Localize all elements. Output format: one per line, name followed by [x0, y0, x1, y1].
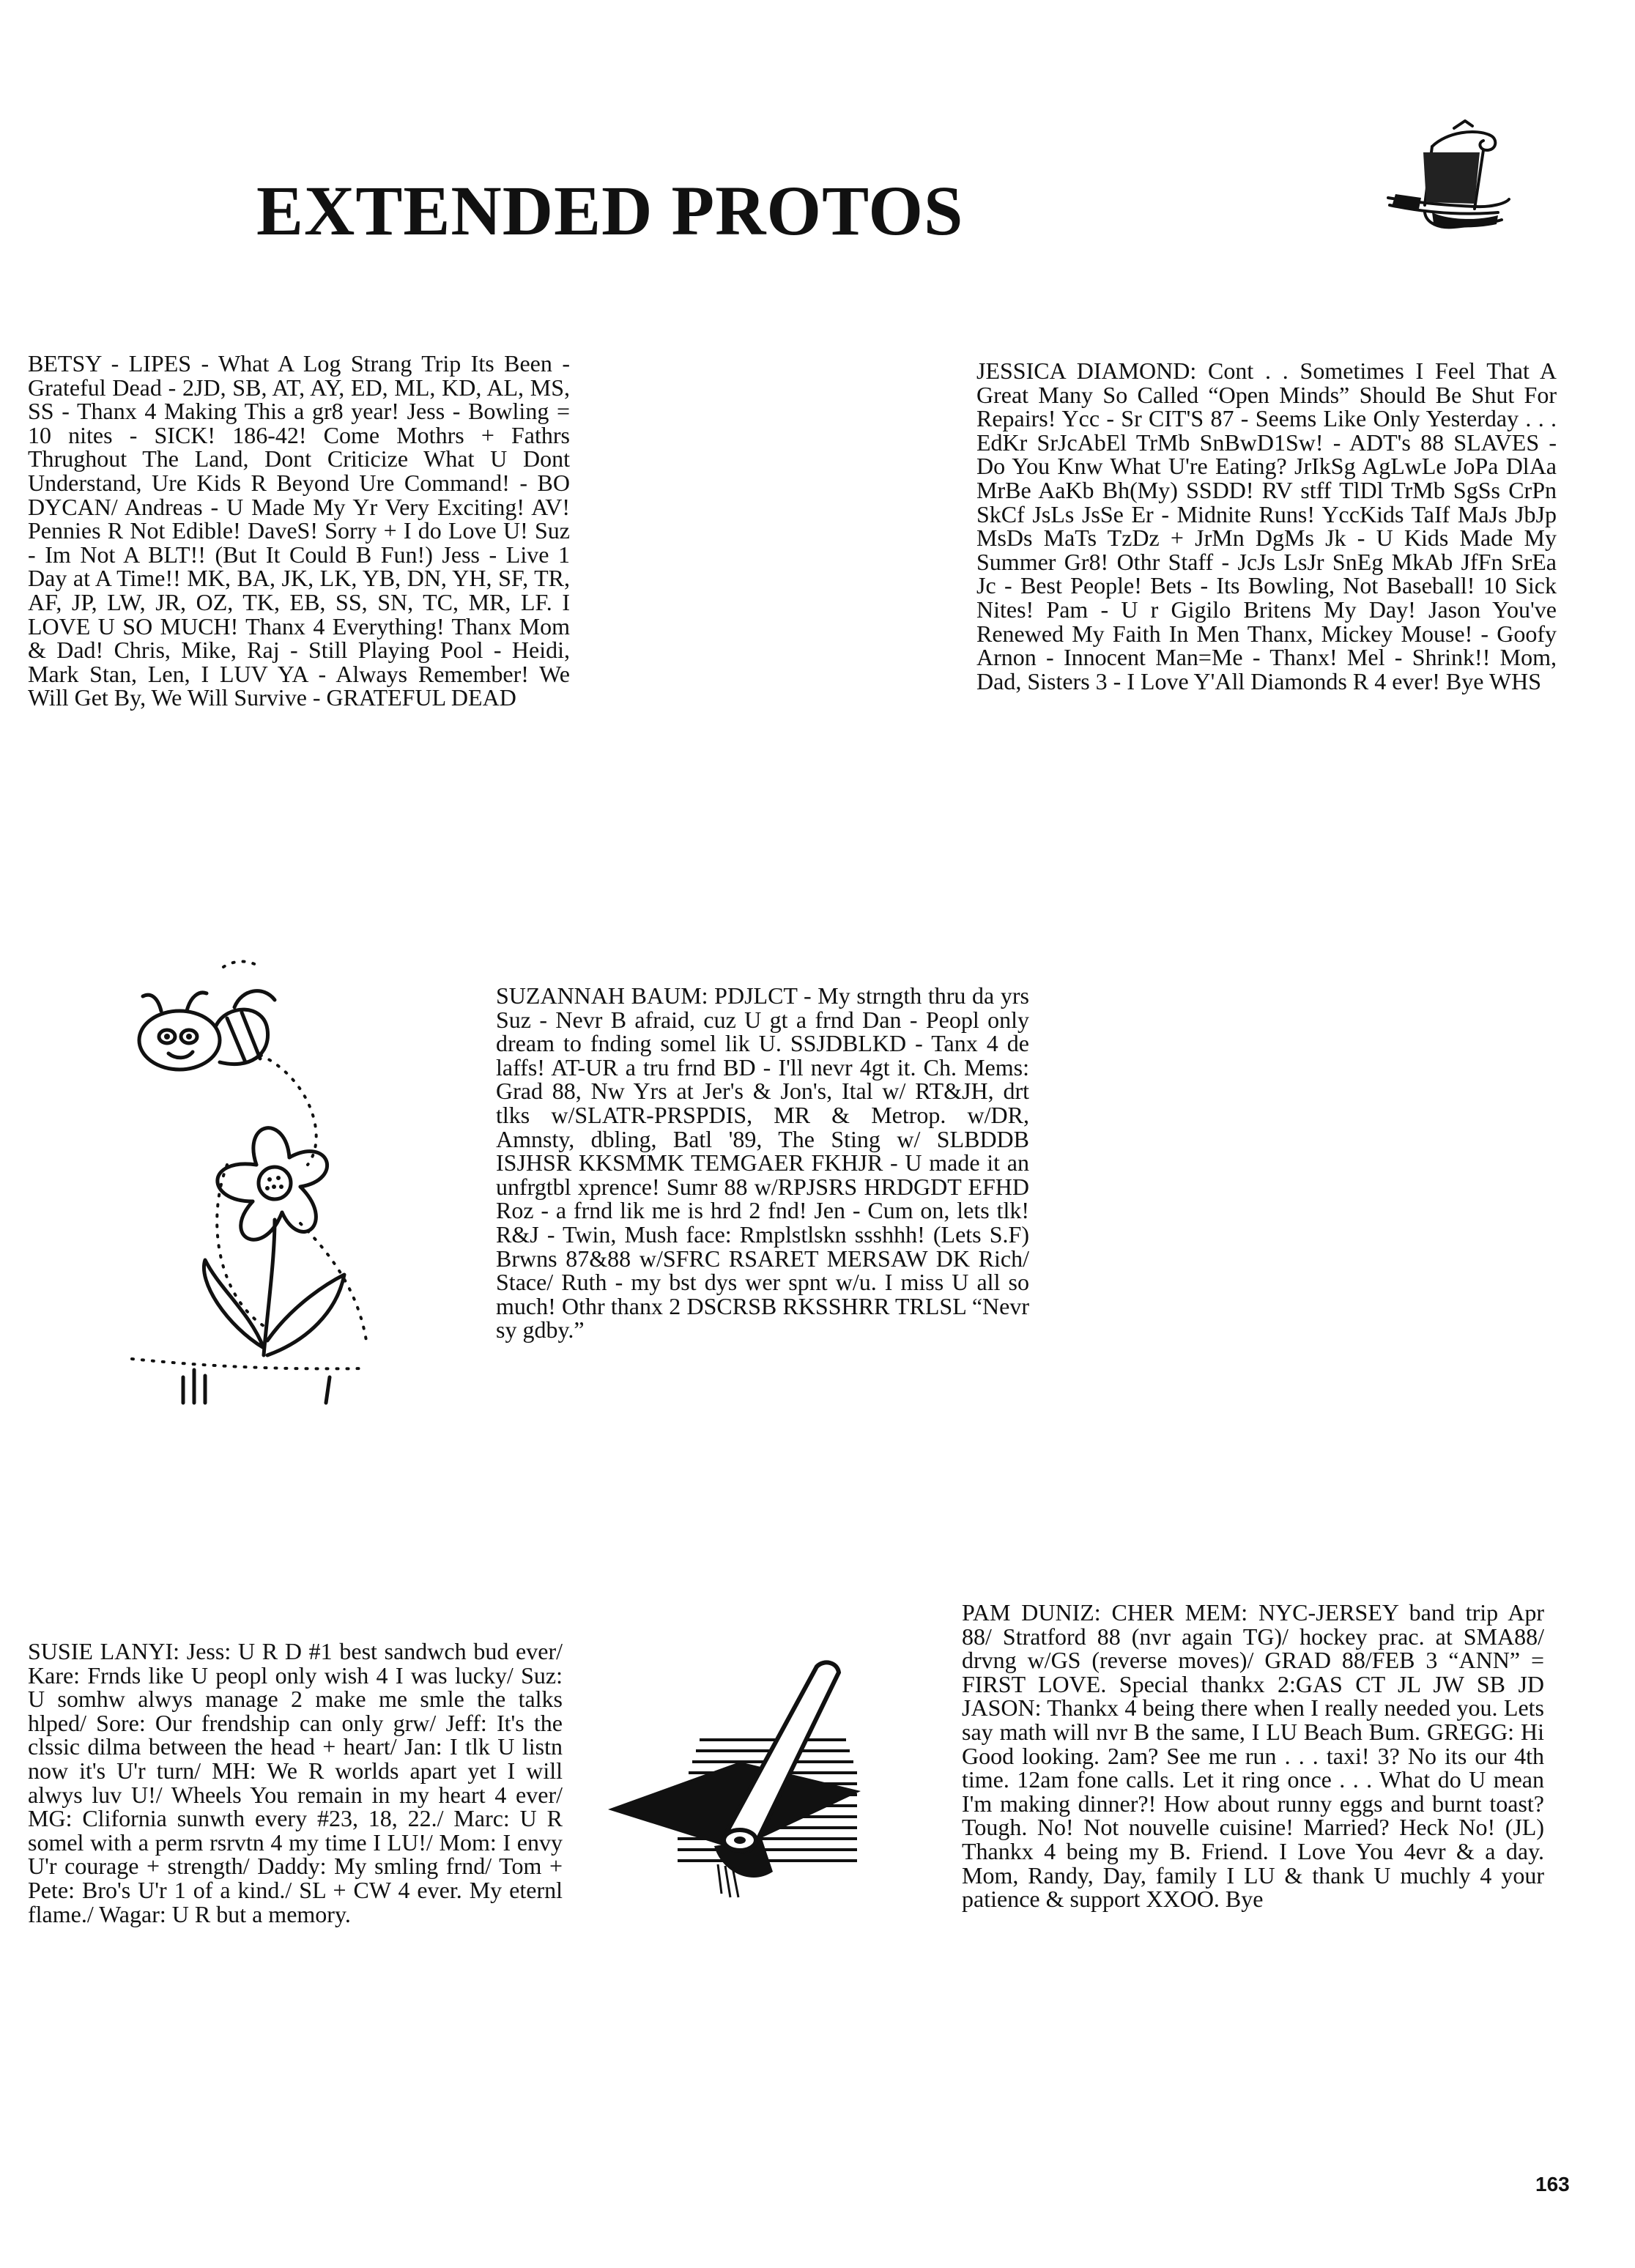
proto-entry-jessica: JESSICA DIAMOND: Cont . . Sometimes I Feel That A Great Many So Called “Open Minds” Should Be Shut For Repairs! Ycc - Sr CIT'S 87 - Seems Like Only Yesterday . . . EdKr SrJcAbEl TrMb SnBwD1Sw! - ADT's 88 SLAVES - Do You Knw What U're Eating? JrIkSg AgLwLe JoPa DlAa MrBe AaKb Bh(My) SSDD! RV stff TlDl TrMb SgSs CrPn SkCf JsLs JsSe Er - Midnite Runs! YccKids TaIf MaJs JbJp MsDs MaTs TzDz + JrMn DgMs Jk - U Kids Made My Summer Gr8! Othr Staff - JcJs LsJr SnEg MkAb JfFn SrEa Jc - Best People! Bets - Its Bowling, Not Baseball! 10 Sick Nites! Pam - U r Gigilo Britens My Day! Jason You've Renewed My Faith In Men Thanx, Mickey Mouse! - Goofy Arnon - Innocent Man=Me - Thanx! Mel - Shrink!! Mom, Dad, Sisters 3 - I Love Y'All Diamonds R 4 ever! Bye WHS: [976, 357, 1557, 694]
page-number: 163: [1535, 2173, 1570, 2195]
proto-entry-pam: PAM DUNIZ: CHER MEM: NYC-JERSEY band trip Apr 88/ Stratford 88 (nvr again TG)/ hockey prac. at SMA88/ drvng w/GS (reverse moves)/ GRAD 88/FEB 3 “ANN” = FIRST LOVE. Special thankx 2:GAS CT JL JW SB JD JASON: Thankx 4 being there when I really needed you. Lets say math will nvr B the same, I LU Beach Bum. GREGG: Hi Good looking. 2am? See me run . . . taxi! 3? No its our 4th time. 12am fone calls. Let it ring once . . . What do U mean I'm making dinner?! How about runny eggs and burnt toast? Tough. No! Not nouvelle cuisine! Married? Heck No! (JL) Thankx 4 being my B. Friend. I Love You 4evr & a day. Mom, Randy, Day, family I LU & thank U muchly 4 your patience & support XXOO. Bye: [962, 1599, 1544, 1913]
proto-entry-suzannah: SUZANNAH BAUM: PDJLCT - My strngth thru da yrs Suz - Nevr B afraid, cuz U gt a frnd Dan - Peopl only dream to fnding somel lik U. SSJDBLKD - Tanx 4 de laffs! AT-UR a tru frnd BD - I'll nevr 4gt it. Ch. Mems: Grad 88, Nw Yrs at Jer's & Jon's, Ital w/ RT&JH, drt tlks w/SLATR-PRSPDIS, MR & Metrop. w/DR, Amnsty, dbling, Batl '89, The Sting w/ SLBDDB ISJHSR KKSMMK TEMGAER FKHJR - U made it an unfrgtbl xprence! Sumr 88 w/RPJSRS HRDGDT EFHD Roz - a frnd lik me is hrd 2 fnd! Jen - Cum on, lets tlk! R&J - Twin, Mush face: Rmplstlskn ssshhh! (Lets S.F) Brwns 87&88 w/SFRC RSARET MERSAW DK Rich/ Stace/ Ruth - my bst dys wer spnt w/u. I miss U all so much! Othr thanx 2 DSCRSB RKSSHRR TRLSL “Nevr sy gdby.”: [496, 982, 1029, 1344]
page-title: EXTENDED PROTOS: [256, 171, 964, 250]
scroll-icon: [1381, 117, 1520, 242]
proto-entry-susie: SUSIE LANYI: Jess: U R D #1 best sandwch bud ever/ Kare: Frnds like U peopl only wish 4 I was lucky/ Suz: U somhw alwys manage 2 make me smle the talks hlped/ Sore: Our frendship can only grw/ Jeff: It's the clssic dilma between the head + heart/ Jan: I tlk U listn now it's U'r turn/ MH: We R worlds apart yet I will alwys luv U!/ Wheels You remain in my heart 4 ever/ MG: Clifornia sunwth every #23, 18, 22./ Marc: U R somel with a perm rsrvtn 4 my time I LU!/ Mom: I envy U'r courage + strength/ Daddy: My smling frnd/ Tom + Pete: Bro's U'r 1 of a kind./ SL + CW 4 ever. My eternl flame./ Wagar: U R but a memory.: [28, 1638, 563, 1927]
proto-entry-betsy: BETSY - LIPES - What A Log Strang Trip Its Been - Grateful Dead - 2JD, SB, AT, AY, ED, ML, KD, AL, MS, SS - Thanx 4 Making This a gr8 year! Jess - Bowling = 10 nites - SICK! 186-42! Come Mothrs + Fathrs Thrughout The Land, Dont Criticize What U Dont Understand, Ure Kids R Beyond Ure Command! - BO DYCAN/ Andreas - U Made My Yr Very Exciting! AV! Pennies R Not Edible! DaveS! Sorry + I do Love U! Suz - Im Not A BLT!! (But It Could B Fun!) Jess - Live 1 Day at A Time!! MK, BA, JK, LK, YB, DN, YH, SF, TR, AF, JP, LW, JR, OZ, TK, EB, SS, SN, TC, MR, LF. I LOVE U SO MUCH! Thanx 4 Everything! Thanx Mom & Dad! Chris, Mike, Raj - Still Playing Pool - Heidi, Mark Stan, Len, I LUV YA - Always Remember! We Will Get By, We Will Survive - GRATEFUL DEAD: [28, 350, 570, 711]
diploma-cap-icon: [604, 1652, 875, 1901]
bee-flower-icon: [117, 945, 388, 1421]
